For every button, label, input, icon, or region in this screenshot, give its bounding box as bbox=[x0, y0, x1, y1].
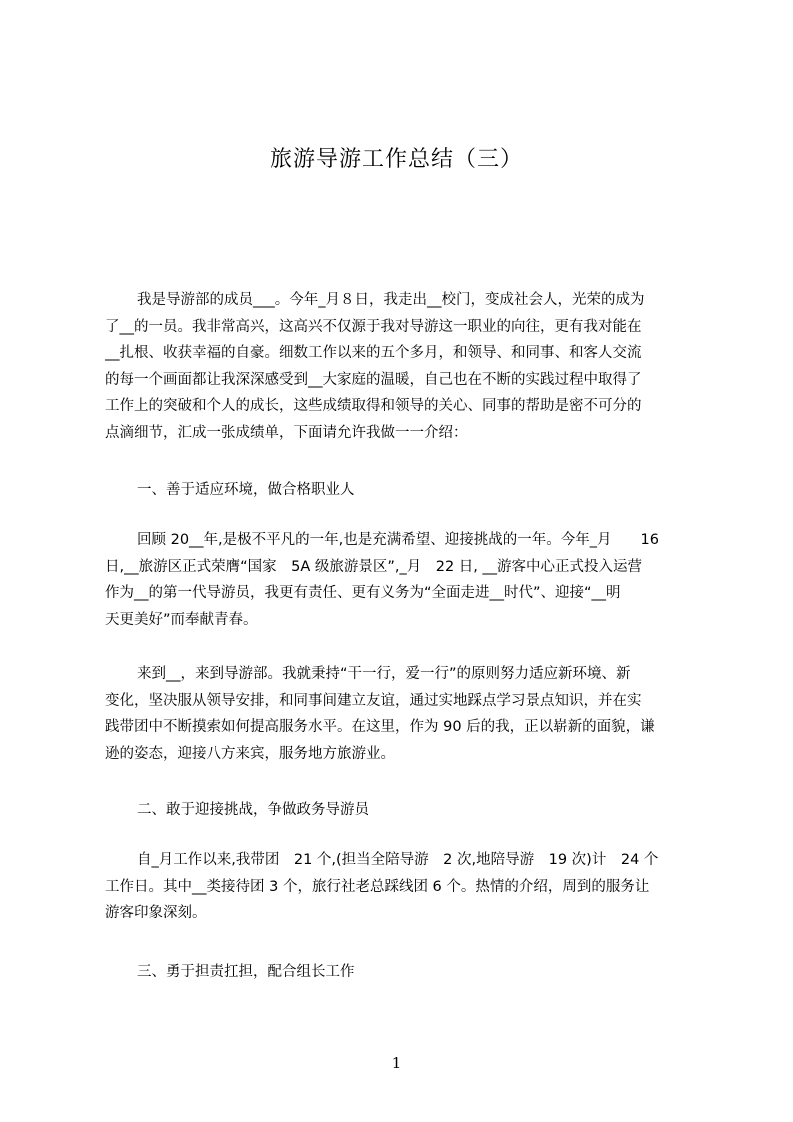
paragraph-line: 日,__旅游区正式荣膺“国家 5A 级旅游景区”,_月 22 日, __游客中心正式投入运营 bbox=[105, 558, 643, 575]
paragraph-line: 逊的姿态，迎接八方来宾，服务地方旅游业。 bbox=[105, 745, 395, 762]
paragraph-line: 工作日。其中__类接待团 3 个，旅行社老总踩线团 6 个。热情的介绍，周到的服务让 bbox=[105, 878, 650, 895]
page-number: 1 bbox=[391, 1054, 402, 1072]
section2-paragraph bbox=[105, 847, 701, 927]
section1-paragraph-1 bbox=[105, 527, 701, 633]
paragraph-line: 天更美好”而奉献青春。 bbox=[105, 611, 258, 628]
intro-paragraph bbox=[105, 287, 701, 446]
paragraph-line: 工作上的突破和个人的成长，这些成绩取得和领导的关心、同事的帮助是密不可分的 bbox=[105, 398, 642, 414]
paragraph-line: 回顾 20__年,是极不平凡的一年,也是充满希望、迎接挑战的一年。今年_月 16 bbox=[137, 532, 659, 548]
paragraph-line: 变化，坚决服从领导安排，和同事间建立友谊，通过实地踩点学习景点知识，并在实 bbox=[105, 692, 642, 709]
paragraph-line: 游客印象深刻。 bbox=[105, 905, 207, 921]
document-title: 旅游导游工作总结（三） bbox=[269, 147, 523, 172]
section-heading-2: 二、敢于迎接挑战，争做政务导游员 bbox=[137, 802, 369, 818]
section-heading-3: 三、勇于担责扛担，配合组长工作 bbox=[137, 964, 355, 980]
paragraph-line: 点滴细节，汇成一张成绩单，下面请允许我做一一介绍： bbox=[105, 424, 468, 441]
paragraph-line: __扎根、收获幸福的自豪。细数工作以来的五个多月，和领导、和同事、和客人交流 bbox=[105, 345, 642, 361]
section-heading-1: 一、善于适应环境，做合格职业人 bbox=[137, 482, 355, 498]
section1-paragraph-2 bbox=[105, 661, 701, 767]
paragraph-line: 作为__的第一代导游员，我更有责任、更有义务为“全面走进__时代”、迎接“__明 bbox=[105, 585, 621, 601]
paragraph-line: 来到__，来到导游部。我就秉持“干一行，爱一行”的原则努力适应新环境、新 bbox=[137, 666, 631, 682]
paragraph-line: 我是导游部的成员___。今年_月８日，我走出__校门，变成社会人，光荣的成为 bbox=[137, 292, 645, 308]
paragraph-line: 了__的一员。我非常高兴，这高兴不仅源于我对导游这一职业的向往，更有我对能在 bbox=[105, 318, 642, 335]
paragraph-line: 践带团中不断摸索如何提高服务水平。在这里，作为 90 后的我，正以崭新的面貌，谦 bbox=[105, 719, 655, 735]
paragraph-line: 自_月工作以来,我带团 21 个,(担当全陪导游 2 次,地陪导游 19 次)计 24 个 bbox=[137, 852, 659, 868]
paragraph-line: 的每一个画面都让我深深感受到__大家庭的温暖，自己也在不断的实践过程中取得了 bbox=[105, 371, 642, 388]
